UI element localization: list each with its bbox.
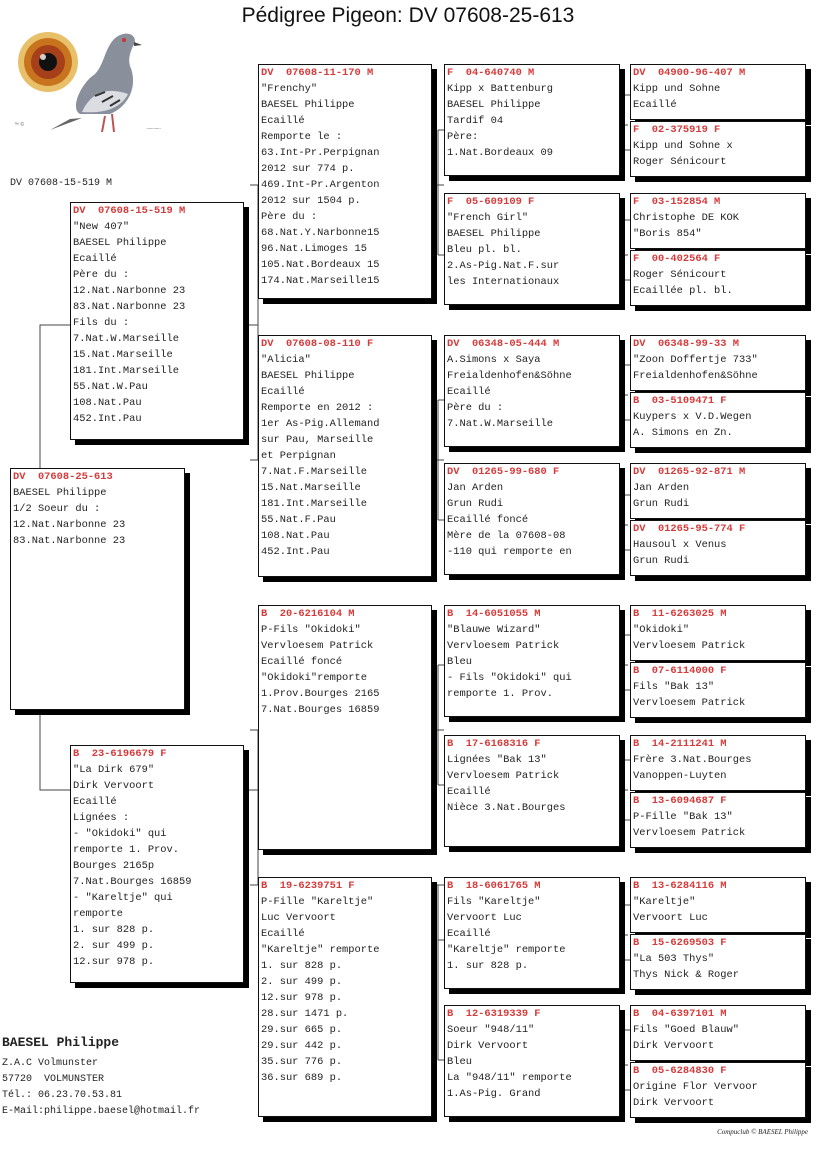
box-line: 108.Nat.Pau [73,397,142,409]
box-line: Ecaillé [261,386,305,398]
owner-address-line1: Z.A.C Volmunster [2,1058,99,1069]
box-line: Grun Rudi [633,555,690,567]
box-line: Remporte en 2012 : [261,402,374,414]
box-line: Bleu pl. bl. [447,244,522,256]
ring-number: B 13-6094687 F [633,795,727,807]
ring-number: F 05-609109 F [447,196,535,208]
ring-number: B 23-6196679 F [73,748,167,760]
ring-number: F 02-375919 F [633,124,721,136]
pedigree-box-ss [258,64,432,299]
box-line: 63.Int-Pr.Perpignan [261,147,380,159]
box-line: Grun Rudi [447,498,504,510]
box-line: Fils du : [73,317,130,329]
box-line: 55.Nat.W.Pau [73,381,148,393]
box-line: Ecaillé [447,786,491,798]
box-line: Dirk Vervoort [447,1040,529,1052]
ring-number: DV 04900-96-407 M [633,67,746,79]
box-line: BAESEL Philippe [447,99,541,111]
box-line: sur Pau, Marseille [261,434,374,446]
ring-number: F 04-640740 M [447,67,535,79]
box-line: La "948/11" remporte [447,1072,572,1084]
box-line: "La Dirk 679" [73,764,155,776]
box-line: remporte 1. Prov. [73,844,180,856]
box-line: 12.sur 978 p. [261,992,343,1004]
box-line: BAESEL Philippe [261,99,355,111]
box-line: "Alicia" [261,354,311,366]
box-line: 2. sur 499 p. [73,940,155,952]
ring-number: B 14-2111241 M [633,738,727,750]
pedigree-box-sds [444,335,620,447]
box-line: Roger Sénicourt [633,269,727,281]
box-line: 7.Nat.F.Marseille [261,466,368,478]
box-line: Grun Rudi [633,498,690,510]
box-line: Père du : [73,269,130,281]
pedigree-box-sssd [630,121,806,177]
ring-number: B 03-5109471 F [633,395,727,407]
logo-caption-left: ™ © [14,122,36,128]
box-line: - Fils "Okidoki" qui [447,672,572,684]
box-line: Père du : [447,402,504,414]
owner-block [2,1035,200,1120]
ring-number: DV 07608-11-170 M [261,67,374,79]
box-line: 1.As-Pig. Grand [447,1088,541,1100]
ring-number: DV 01265-99-680 F [447,466,560,478]
box-line: "Boris 854" [633,228,702,240]
pedigree-box-ssd [444,193,620,305]
box-line: Vervloesem Patrick [261,640,374,652]
box-line: Ecaillé foncé [261,656,343,668]
ring-number: DV 01265-92-871 M [633,466,746,478]
box-line: 7.Nat.W.Marseille [73,333,180,345]
box-line: 83.Nat.Narbonne 23 [13,535,126,547]
footer-credit: Compuclub © BAESEL Philippe [717,1128,808,1136]
pedigree-box-ddd [444,1005,620,1117]
box-line: Fils "Goed Blauw" [633,1024,740,1036]
box-line: Freialdenhofen&Söhne [633,370,758,382]
box-line: Origine Flor Vervoor [633,1081,758,1093]
pigeon-id-label: DV 07608-15-519 M [10,178,113,189]
box-line: Fils "Kareltje" [447,896,541,908]
owner-address-line2: 57720 VOLMUNSTER [2,1074,105,1085]
ring-number: B 12-6319339 F [447,1008,541,1020]
ring-number: B 20-6216104 M [261,608,355,620]
box-line: - "Kareltje" qui [73,892,173,904]
box-line: Ecaillé [73,253,117,265]
box-line: "Okidoki"remporte [261,672,368,684]
box-line: 452.Int.Pau [261,546,330,558]
ring-number: DV 07608-08-110 F [261,338,374,350]
pedigree-box-sdds [630,463,806,519]
box-line: "Kareltje" remporte [447,944,566,956]
pedigree-box-dam [70,745,244,983]
pedigree-box-sd [258,335,432,577]
box-line: 1. sur 828 p. [447,960,529,972]
box-line: Vervoort Luc [447,912,522,924]
box-line: 2. sur 499 p. [261,976,343,988]
box-line: 12.sur 978 p. [73,956,155,968]
box-line: "Zoon Doffertje 733" [633,354,758,366]
box-line: "Okidoki" [633,624,690,636]
box-line: 181.Int.Marseille [261,498,368,510]
box-line: BAESEL Philippe [73,237,167,249]
box-line: Bourges 2165p [73,860,155,872]
box-line: 15.Nat.Marseille [261,482,361,494]
box-line: 55.Nat.F.Pau [261,514,336,526]
pedigree-box-dd [258,877,432,1117]
box-line: Ecaillé [261,115,305,127]
box-line: Kipp und Sohne x [633,140,733,152]
box-line: 7.Nat.Bourges 16859 [73,876,192,888]
box-line: 181.Int.Marseille [73,365,180,377]
box-line: 7.Nat.W.Marseille [447,418,554,430]
pedigree-box-sire [70,202,244,440]
pedigree-box-dsdd [630,792,806,848]
box-line: 12.Nat.Narbonne 23 [73,285,186,297]
ring-number: DV 01265-95-774 F [633,523,746,535]
box-line: 29.sur 665 p. [261,1024,343,1036]
box-line: A.Simons x Saya [447,354,541,366]
ring-number: F 00-402564 F [633,253,721,265]
box-line: Bleu [447,656,472,668]
box-line: Lignées "Bak 13" [447,754,547,766]
box-line: Tardif 04 [447,115,504,127]
ring-number: DV 06348-05-444 M [447,338,560,350]
pedigree-box-sss [444,64,620,176]
pedigree-box-ddsd [630,934,806,990]
box-line: 83.Nat.Narbonne 23 [73,301,186,313]
pedigree-box-sdss [630,335,806,391]
box-line: 15.Nat.Marseille [73,349,173,361]
box-line: Roger Sénicourt [633,156,727,168]
pedigree-box-dsd [444,735,620,847]
box-line: Vervloesem Patrick [447,770,560,782]
pedigree-box-ddss [630,877,806,933]
box-line: et Perpignan [261,450,336,462]
box-line: A. Simons en Zn. [633,427,733,439]
box-line: Vervloesem Patrick [633,827,746,839]
box-line: Père: [447,131,479,143]
pedigree-box-ds [258,605,432,850]
ring-number: B 04-6397101 M [633,1008,727,1020]
box-line: 1. sur 828 p. [261,960,343,972]
box-line: Vervloesem Patrick [633,640,746,652]
box-line: 12.Nat.Narbonne 23 [13,519,126,531]
box-line: Freialdenhofen&Söhne [447,370,572,382]
box-line: Dirk Vervoort [73,780,155,792]
owner-name: BAESEL Philippe [2,1035,120,1050]
box-line: P-Fils "Okidoki" [261,624,361,636]
pedigree-box-dsss [630,605,806,661]
box-line: 105.Nat.Bordeaux 15 [261,259,380,271]
ring-number: DV 06348-99-33 M [633,338,740,350]
box-line: Vervloesem Patrick [447,640,560,652]
ring-number: B 18-6061765 M [447,880,541,892]
box-line: "French Girl" [447,212,529,224]
box-line: P-Fille "Kareltje" [261,896,374,908]
owner-email[interactable]: E-Mail:philippe.baesel@hotmail.fr [2,1106,201,1117]
ring-number: DV 07608-15-519 M [73,205,186,217]
ring-number: F 03-152854 M [633,196,721,208]
box-line: Kipp und Sohne [633,83,721,95]
box-line: "Blauwe Wizard" [447,624,541,636]
box-line: 1. sur 828 p. [73,924,155,936]
box-line: "New 407" [73,221,130,233]
pigeon-logo [10,14,180,139]
box-line: Nièce 3.Nat.Bourges [447,802,566,814]
pedigree-box-dsds [630,735,806,791]
box-line: 174.Nat.Marseille15 [261,275,380,287]
box-line: Ecaillé [633,99,677,111]
box-line: "Frenchy" [261,83,318,95]
box-line: Mère de la 07608-08 [447,530,566,542]
box-line: 2012 sur 1504 p. [261,195,361,207]
box-line: remporte [73,908,123,920]
pedigree-box-ssss [630,64,806,120]
box-line: -110 qui remporte en [447,546,572,558]
logo-caption-right: ·—·—· [146,126,161,132]
box-line: Vanoppen-Luyten [633,770,727,782]
pedigree-box-subject [10,468,185,710]
ring-number: B 13-6284116 M [633,880,727,892]
box-line: - "Okidoki" qui [73,828,167,840]
box-line: Frère 3.Nat.Bourges [633,754,752,766]
box-line: 452.Int.Pau [73,413,142,425]
box-line: Père du : [261,211,318,223]
box-line: Ecaillé foncé [447,514,529,526]
ring-number: B 11-6263025 M [633,608,727,620]
ring-number: B 19-6239751 F [261,880,355,892]
box-line: Ecaillé [261,928,305,940]
box-line: 35.sur 776 p. [261,1056,343,1068]
pedigree-box-dddd [630,1062,806,1118]
box-line: 2012 sur 774 p. [261,163,355,175]
box-line: "Kareltje" remporte [261,944,380,956]
pedigree-box-dds [444,877,620,989]
box-line: Remporte le : [261,131,343,143]
box-line: Luc Vervoort [261,912,336,924]
pedigree-box-ddds [630,1005,806,1061]
box-line: 469.Int-Pr.Argenton [261,179,380,191]
box-line: 68.Nat.Y.Narbonne15 [261,227,380,239]
box-line: 1er As-Pig.Allemand [261,418,380,430]
page-title: Pédigree Pigeon: DV 07608-25-613 [241,4,575,27]
pedigree-box-dssd [630,662,806,718]
box-line: Thys Nick & Roger [633,969,740,981]
box-line: BAESEL Philippe [261,370,355,382]
ring-number: B 15-6269503 F [633,937,727,949]
box-line: remporte 1. Prov. [447,688,554,700]
ring-number: B 07-6114000 F [633,665,727,677]
ring-number: B 05-6284830 F [633,1065,727,1077]
pedigree-box-ssdd [630,250,806,306]
box-line: Lignées : [73,812,130,824]
box-line: BAESEL Philippe [447,228,541,240]
box-line: P-Fille "Bak 13" [633,811,733,823]
pedigree-box-sddd [630,520,806,576]
box-line: 2.As-Pig.Nat.F.sur [447,260,560,272]
box-line: 96.Nat.Limoges 15 [261,243,368,255]
box-line: Ecaillée pl. bl. [633,285,733,297]
box-line: BAESEL Philippe [13,487,107,499]
box-line: 1.Nat.Bordeaux 09 [447,147,554,159]
box-line: Christophe DE KOK [633,212,740,224]
box-line: Jan Arden [633,482,690,494]
box-line: Kuypers x V.D.Wegen [633,411,752,423]
box-line: Ecaillé [447,386,491,398]
box-line: "Kareltje" [633,896,696,908]
box-line: 7.Nat.Bourges 16859 [261,704,380,716]
pedigree-box-dss [444,605,620,717]
box-line: Soeur "948/11" [447,1024,535,1036]
ring-number: B 17-6168316 F [447,738,541,750]
box-line: 1.Prov.Bourges 2165 [261,688,380,700]
box-line: Kipp x Battenburg [447,83,554,95]
box-line: Ecaillé [447,928,491,940]
box-line: Ecaillé [73,796,117,808]
box-line: 29.sur 442 p. [261,1040,343,1052]
box-line: "La 503 Thys" [633,953,715,965]
box-line: les Internationaux [447,276,560,288]
box-line: Vervoort Luc [633,912,708,924]
box-line: Vervloesem Patrick [633,697,746,709]
pedigree-box-sdd [444,463,620,575]
ring-number: DV 07608-25-613 [13,471,113,483]
box-line: Bleu [447,1056,472,1068]
box-line: 28.sur 1471 p. [261,1008,349,1020]
box-line: Jan Arden [447,482,504,494]
box-line: Dirk Vervoort [633,1097,715,1109]
box-line: 1/2 Soeur du : [13,503,101,515]
pedigree-box-sdsd [630,392,806,448]
box-line: Hausoul x Venus [633,539,727,551]
box-line: Fils "Bak 13" [633,681,715,693]
pedigree-box-ssds [630,193,806,249]
box-line: Dirk Vervoort [633,1040,715,1052]
box-line: 36.sur 689 p. [261,1072,343,1084]
owner-phone: Tél.: 06.23.70.53.81 [2,1090,123,1101]
ring-number: B 14-6051055 M [447,608,541,620]
box-line: 108.Nat.Pau [261,530,330,542]
